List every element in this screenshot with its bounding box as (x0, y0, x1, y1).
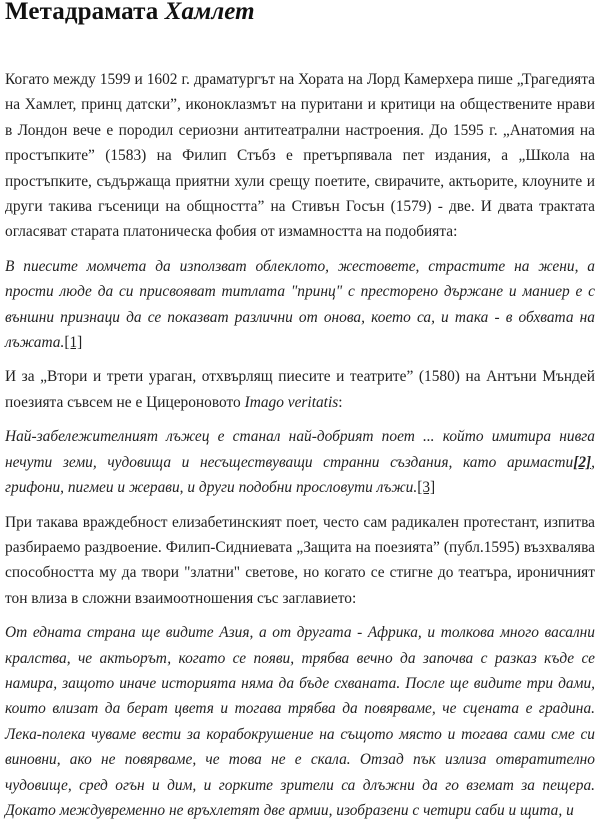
footnote-link-2[interactable]: [2] (573, 453, 592, 471)
paragraph-text: : (338, 393, 343, 411)
title-main: Метадрамата (5, 0, 165, 25)
latin-phrase: Imago veritatis (244, 393, 339, 411)
quote-1 (5, 254, 595, 356)
paragraph-munday (5, 364, 595, 415)
footnote-link-1[interactable]: [1] (64, 334, 83, 352)
quote-text: От едната страна ще видите Азия, а от другата - Африка, и толкова много васални кралства, че актьорът, когато се появи, трябва вечно да започва с разказ къде се намира, защото иначе историята няма да бъде схваната. После ще видите три дами, които влизат да берат цветя и тогава трябва да повярваме, че сцената е градина. Лека-полека чуваме вести за корабокрушение на същото място и тогава сами сме си виновни, ако не повярваме, че това не е скала. Отзад пък излиза отвратително чудовище, сред огън и дим, и горките зрители са длъжни да го вземат за пещера. Докато междувременно не връхлетят две армии, изобразени с четири саби и щита, и (5, 624, 595, 819)
quote-2 (5, 424, 595, 500)
page-title (5, 0, 595, 24)
paragraph-intro (5, 67, 595, 245)
title-italic: Хамлет (164, 0, 255, 25)
paragraph-text: При такава враждебност елизабетинският поет, често сам радикален протестант, изпитва разбираемо раздвоение. Филип-Сидниевата „Защита на поезията” (публ.1595) възхвалява способността му да твори "златни" светове, но когато се стигне до театъра, ироничният тон влиза в сложни взаимоотношения със заглавието: (5, 513, 595, 607)
paragraph-text: Когато между 1599 и 1602 г. драматургът на Хората на Лорд Камерхера пише „Трагедията на Хамлет, принц датски”, иконоклазмът на пуритани и критици на обществените нрави в Лондон вече е породил сериозни антитеатрални настроения. До 1595 г. „Анатомия на простъпките” (1583) на Филип Стъбз е претърпявала пет издания, а „Школа на простъпките, съдържаща приятни хули срещу поетите, свирачите, актьорите, клоуните и други такива гъсеници на общността” на Стивън Госън (1579) - две. И двата трактата огласяват старата платоническа фобия от измамността на подобията: (5, 71, 595, 241)
footnote-link-3[interactable]: [3] (417, 479, 436, 497)
quote-text: Най-забележителният лъжец е станал най-добрият поет ... който имитира нивга нечути земи, чудовища и несъществуващи странни създания, като аримасти (5, 428, 595, 471)
quote-text: , грифони, пигмеи и жерави, и други подобни прословути лъжи. (5, 453, 595, 497)
quote-text: В пиесите момчета да използват облеклото, жестовете, страстите на жени, а прости люде да си присвояват титлата "принц" с престорено държане и маниер е с външни признаци да се показват различни от онова, което са, и така - в обхвата на лъжата. (5, 257, 595, 352)
paragraph-text: И за „Втори и трети ураган, отхвърлящ пиесите и театрите” (1580) на Антъни Мъндей поезията съвсем не е Цицероновото (5, 368, 595, 411)
paragraph-sidney (5, 510, 595, 612)
quote-3 (5, 620, 595, 823)
